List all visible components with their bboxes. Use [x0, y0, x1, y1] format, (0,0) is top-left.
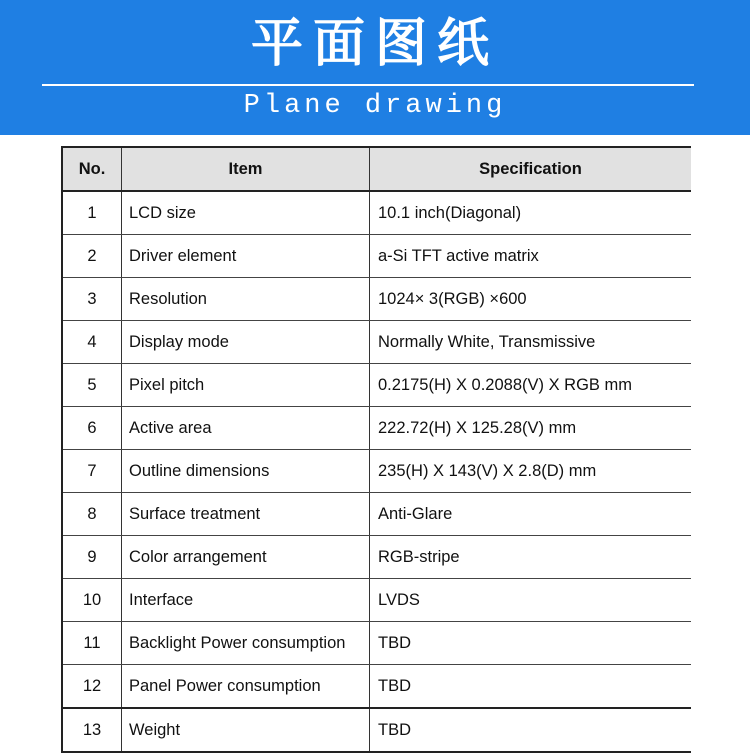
row-item: Driver element [122, 235, 370, 277]
table-row [63, 192, 691, 235]
table-row [63, 536, 691, 579]
table-row [63, 278, 691, 321]
table-row [63, 321, 691, 364]
row-item: Backlight Power consumption [122, 622, 370, 664]
row-number: 7 [63, 450, 122, 492]
row-item: Surface treatment [122, 493, 370, 535]
row-number: 6 [63, 407, 122, 449]
banner-divider [42, 84, 694, 86]
banner-title: 平面图纸 [250, 14, 499, 74]
row-spec: 222.72(H) X 125.28(V) mm [378, 418, 577, 437]
row-item: LCD size [122, 192, 370, 234]
table-row [63, 709, 691, 751]
row-number: 11 [63, 622, 122, 664]
row-item: Interface [122, 579, 370, 621]
row-number: 10 [63, 579, 122, 621]
row-spec: TBD [378, 720, 411, 739]
table-row [63, 407, 691, 450]
row-spec: a-Si TFT active matrix [378, 246, 539, 265]
row-item: Resolution [122, 278, 370, 320]
row-item: Weight [122, 709, 370, 751]
row-item: Active area [122, 407, 370, 449]
table-row [63, 665, 691, 709]
row-number: 8 [63, 493, 122, 535]
row-number: 13 [63, 709, 122, 751]
row-item: Pixel pitch [122, 364, 370, 406]
table-row [63, 364, 691, 407]
row-item: Outline dimensions [122, 450, 370, 492]
row-number: 3 [63, 278, 122, 320]
row-item: Color arrangement [122, 536, 370, 578]
header-no: No. [63, 148, 122, 190]
row-spec: TBD [378, 633, 411, 652]
table-row [63, 493, 691, 536]
header-item [122, 148, 370, 190]
row-number: 4 [63, 321, 122, 363]
row-spec: 10.1 inch(Diagonal) [378, 203, 522, 222]
header-specification-label: Specification [479, 159, 582, 178]
row-number: 9 [63, 536, 122, 578]
row-spec: 1024× 3(RGB) ×600 [378, 289, 527, 308]
row-number: 12 [63, 665, 122, 707]
row-item: Display mode [122, 321, 370, 363]
banner-subtitle: Plane drawing [243, 91, 507, 121]
row-number: 5 [63, 364, 122, 406]
table-header-row [63, 148, 691, 192]
row-number: 2 [63, 235, 122, 277]
row-spec: 235(H) X 143(V) X 2.8(D) mm [378, 461, 597, 480]
table-row [63, 450, 691, 493]
table-row [63, 579, 691, 622]
table-row [63, 622, 691, 665]
row-spec: LVDS [378, 590, 420, 609]
row-number: 1 [63, 192, 122, 234]
row-spec: 0.2175(H) X 0.2088(V) X RGB mm [378, 375, 633, 394]
table-row [63, 235, 691, 278]
row-spec: RGB-stripe [378, 547, 460, 566]
row-spec: Normally White, Transmissive [378, 332, 596, 351]
row-item: Panel Power consumption [122, 665, 370, 707]
row-spec: TBD [378, 676, 411, 695]
row-spec: Anti-Glare [378, 504, 453, 523]
header-item-label: Item [228, 159, 263, 178]
header-specification [370, 148, 691, 190]
header-banner [0, 0, 750, 135]
specification-table [61, 146, 691, 753]
